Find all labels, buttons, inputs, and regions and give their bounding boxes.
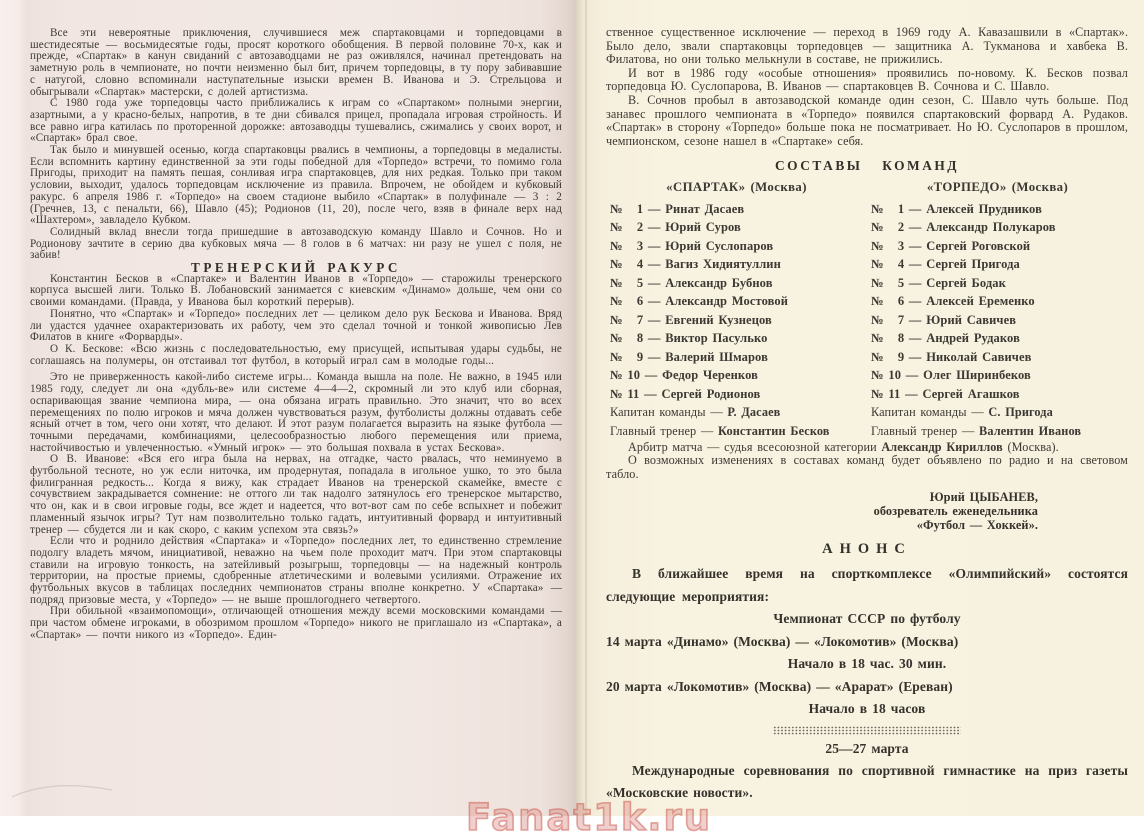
paragraph: ственное существенное исключение — переход в 1969 году А. Кавазашвили в «Спартак». Было дело, звали спартаковцы торпедовцев — защитника А. Тукманова и хавбека В. Филатова, но они только мелькнули в составе, не прижились. (606, 25, 1128, 67)
lineup-columns (606, 178, 1128, 441)
player-row: № 3 — Юрий Суслопаров (610, 238, 774, 253)
paragraph: С 1980 года уже торпедовцы часто приближались к играм со «Спартаком» полными энергии, азартными, а у красно-белых, напротив, в те дни сбивался прицел, пропадала игровая стройность. И все равно игра катилась по проторенной дорожке: автозаводцы тушевались, сжимались у своих ворот, и «Спартак» брал свое. (30, 97, 562, 145)
announce-event-match2: 20 марта «Локомотив» (Москва) — «Арарат» (Ереван) (606, 678, 953, 694)
player-row: № 3 — Сергей Роговской (871, 238, 1031, 253)
player-row: № 5 — Сергей Бодак (871, 275, 1006, 290)
byline (606, 491, 1128, 532)
player-row: № 4 — Вагиз Хидиятуллин (610, 257, 781, 272)
player-row: № 10 — Олег Ширинбеков (871, 368, 1031, 383)
player-row: № 2 — Юрий Суров (610, 220, 741, 235)
lineup-torpedo (867, 178, 1128, 441)
dotted-divider (773, 726, 961, 735)
player-row: № 11 — Сергей Родионов (610, 386, 761, 401)
team-name-torpedo: «ТОРПЕДО» (Москва) (926, 179, 1069, 194)
player-row: № 11 — Сергей Агашков (871, 386, 1020, 401)
paragraph: Так было и минувшей осенью, когда спартаковцы рвались в чемпионы, а торпедовцы в медалисты. Если вспомнить картину единственной за эти годы победной для «Торпедо» встречи, то помимо гола Пригоды, приходит на память пешая, сонливая игра спартаковцев, для них редкая. Только при таком условии, выходит, удалось торпедовцам исключение из правила. Впрочем, не обойдем и кубковый ракурс. 6 апреля 1986 г. «Торпедо» на своем стадионе выбило «Спартак» в полуфинале — 3 : 2 (Гречнев, 13, с пенальти, 66), Шавло (45); Родионов (11, 20), после чего, взяв в финале верх над «Шахтером», завладело Кубком. (30, 144, 562, 227)
paragraph: Это не приверженность какой-либо системе игры... Команда вышла на поле. Не важно, в 1945 или 1985 году, следует ли она «дубль-ве» или системе 4—4—2, скромный ли это клуб или сборная, оспаривающая звание чемпиона мира, — она обязана играть правильно. Это значит, что во всех перемещениях по полю игроков и мяча должен чувствоваться разум, футболисты должны отдавать себе ясный отчет в том, чего они хотят, что делают. И этот разум полагается выразить на языке футбола — точными передачами, комбинациями, целесообразностью любого перемещения или приема, настойчивостью и увлеченностью. «Умный игрок» — это большая похвала в устах Бескова». (30, 371, 562, 454)
announce-event-championship: Чемпионат СССР по футболу (773, 611, 961, 627)
paragraph: О К. Бескове: «Всю жизнь с последовательностью, ему присущей, испытывая удары судьбы, не соглашаясь на полумеры, он отстаивал тот футбол, в который играл сам в молодые годы... (30, 342, 562, 367)
player-row: № 4 — Сергей Пригода (871, 257, 1020, 272)
player-row: № 5 — Александр Бубнов (610, 275, 773, 290)
player-row: № 1 — Ринат Дасаев (610, 201, 745, 216)
player-row: № 8 — Виктор Пасулько (610, 331, 768, 346)
pencil-mark (8, 775, 118, 805)
announce-event-gymnastics: Международные соревнования по спортивной гимнастике на приз газеты «Московские новости». (606, 763, 1128, 800)
player-row: № 10 — Федор Черенков (610, 368, 758, 383)
page-right (576, 0, 1144, 816)
lineups-heading: СОСТАВЫ КОМАНД (774, 158, 959, 174)
player-row: № 6 — Александр Мостовой (610, 294, 789, 309)
page-fold-crease (585, 0, 587, 816)
player-row: № 9 — Валерий Шмаров (610, 349, 768, 364)
announce-intro: В ближайшее время на спорткомплексе «Олимпийский» состоятся следующие мероприятия: (606, 566, 1128, 605)
announce-event-time1: Начало в 18 час. 30 мин. (787, 656, 947, 672)
player-row: № 6 — Алексей Еременко (871, 294, 1035, 309)
paragraph: И вот в 1986 году «особые отношения» проявились по-новому. К. Бесков позвал торпедовца Ю. Суслопарова, В. Иванов — спартаковцев В. Сочнова и С. Шавло. (606, 65, 1128, 94)
announce-heading: АНОНС (822, 540, 912, 557)
paragraph: Если что и роднило действия «Спартака» и «Торпедо» последних лет, то единственно стремление подолгу владеть мячом, инициативой, неважно на чьем поле проходит матч. При этом спартаковцы ставили на игровую тонкость, на затейливый розыгрыш, торпедовцы — на надежный контроль территории, на простые приемы, сдобренные атлетическими и волевыми усилиями. Отражение их футбольных вкусов в таблицах последних чемпионатов страны вполне конкретно. У «Спартака» — подряд призовые места, у «Торпедо» — не выше прошлогоднего четвертого. (30, 535, 562, 606)
player-row: № 2 — Александр Полукаров (871, 220, 1056, 235)
player-row: № 8 — Андрей Рудаков (871, 331, 1020, 346)
announce-event-match1: 14 марта «Динамо» (Москва) — «Локомотив» (Москва) (606, 633, 959, 649)
announcement-section (606, 540, 1128, 804)
coach-line: Главный тренер — Валентин Иванов (871, 423, 1082, 438)
announce-event-time2: Начало в 18 часов (808, 701, 926, 717)
page-left-text-column (30, 28, 562, 642)
announce-event-dates: 25—27 марта (825, 740, 909, 756)
captain-line: Капитан команды — Р. Дасаев (610, 405, 781, 420)
paragraph: Понятно, что «Спартак» и «Торпедо» последних лет — целиком дело рук Бескова и Иванова. Вряд ли удастся удачнее охарактеризовать их работу, чем это сделал точной и тонкой живописью Лев Филатов в книге «Форварды». (30, 307, 562, 344)
byline-publication: «Футбол — Хоккей». (916, 518, 1038, 532)
paragraph: Константин Бесков в «Спартаке» и Валентин Иванов в «Торпедо» — старожилы тренерского корпуса высшей лиги. Только В. Лобановский занимается с киевским «Динамо» дольше, чем они со своими командами. (Правда, у Иванова был короткий перерыв). (30, 272, 562, 309)
byline-role: обозреватель еженедельника (873, 504, 1038, 519)
paragraph: О В. Иванове: «Вся его игра была на нервах, на отгадке, часто рвалась, что неминуемо в футбольной тесноте, но уж если ниточка, им продернутая, попадала в игольное ушко, то это была филигранная редкость... Когда я вижу, как страдает Иванов на тренерской скамейке, вместе с сочувствием закрадывается сомнение: не оттого ли так надолго затянулось его тренерское мытарство, что он, как и в свои игровые годы, все ждет и надеется, что вот-вот сам по себе вспыхнет и побежит пламенный язычок игры? Тут нам позволительно только гадать, интуитивный форвард и интуитивный тренер — сбудется ли и как скоро, с каким успехом эта связь?» (30, 453, 562, 536)
section-heading-trainer-view: ТРЕНЕРСКИЙ РАКУРС (191, 260, 401, 276)
paragraph: Все эти невероятные приключения, случившиеся меж спартаковцами и торпедовцами в шестидесятые — восьмидесятые годы, просят короткого обобщения. В первой половине 70-х, как и прежде, «Спартак» в канун свиданий с автозаводцами не раз оживлялся, начинал претендовать на заметную роль в чемпионате, но почти неизменно был бит, причем торпедовцы, в ту пору забивавшие с натугой, словно вспоминали наступательные изыски времен В. Иванова и Э. Стрельцова и обыгрывали «Спартак» мастерски, с долей артистизма. (30, 27, 562, 98)
page-right-text-column (606, 26, 1128, 803)
changes-note: О возможных изменениях в составах команд будет объявлено по радио и на световом табло. (606, 453, 1128, 481)
player-row: № 1 — Алексей Прудников (871, 201, 1042, 216)
paragraph: В. Сочнов пробыл в автозаводской команде один сезон, С. Шавло чуть больше. Под занавес прошлого чемпионата в «Торпедо» появился спартаковский форвард А. Рудаков. «Спартак» в сторону «Торпедо» больше пока не посматривает. Но Ю. Суслопаров в прошлом, чемпионском, сезоне нашел в «Спартаке» себя. (606, 92, 1128, 148)
lineup-spartak (606, 178, 867, 441)
coach-line: Главный тренер — Константин Бесков (610, 423, 830, 438)
byline-author: Юрий ЦЫБАНЕВ, (929, 490, 1038, 505)
player-row: № 9 — Николай Савичев (871, 349, 1032, 364)
page-left (0, 0, 576, 816)
paragraph: При обильной «взаимопомощи», отличающей отношения между всеми московскими командами — при частом обмене игроками, в обозримом прошлом «Торпедо» никого не приглашало из «Спартака», а «Спартак» — почти никого из «Торпедо». Един- (30, 605, 562, 641)
captain-line: Капитан команды — С. Пригода (871, 405, 1053, 420)
team-name-spartak: «СПАРТАК» (Москва) (666, 179, 807, 194)
player-row: № 7 — Юрий Савичев (871, 312, 1017, 327)
watermark-fanat1k: Fanat1k.ru (466, 796, 713, 839)
player-row: № 7 — Евгений Кузнецов (610, 312, 772, 327)
paragraph: Солидный вклад внесли тогда пришедшие в автозаводскую команду Шавло и Сочнов. Но и Родионову зачтите в серию два кубковых мяча — 8 голов в 6 матчах: ни разу не ушел с поля, не забив! (30, 225, 562, 262)
referee-line: Арбитр матча — судья всесоюзной категории Александр Кириллов (Москва). (628, 439, 1059, 454)
